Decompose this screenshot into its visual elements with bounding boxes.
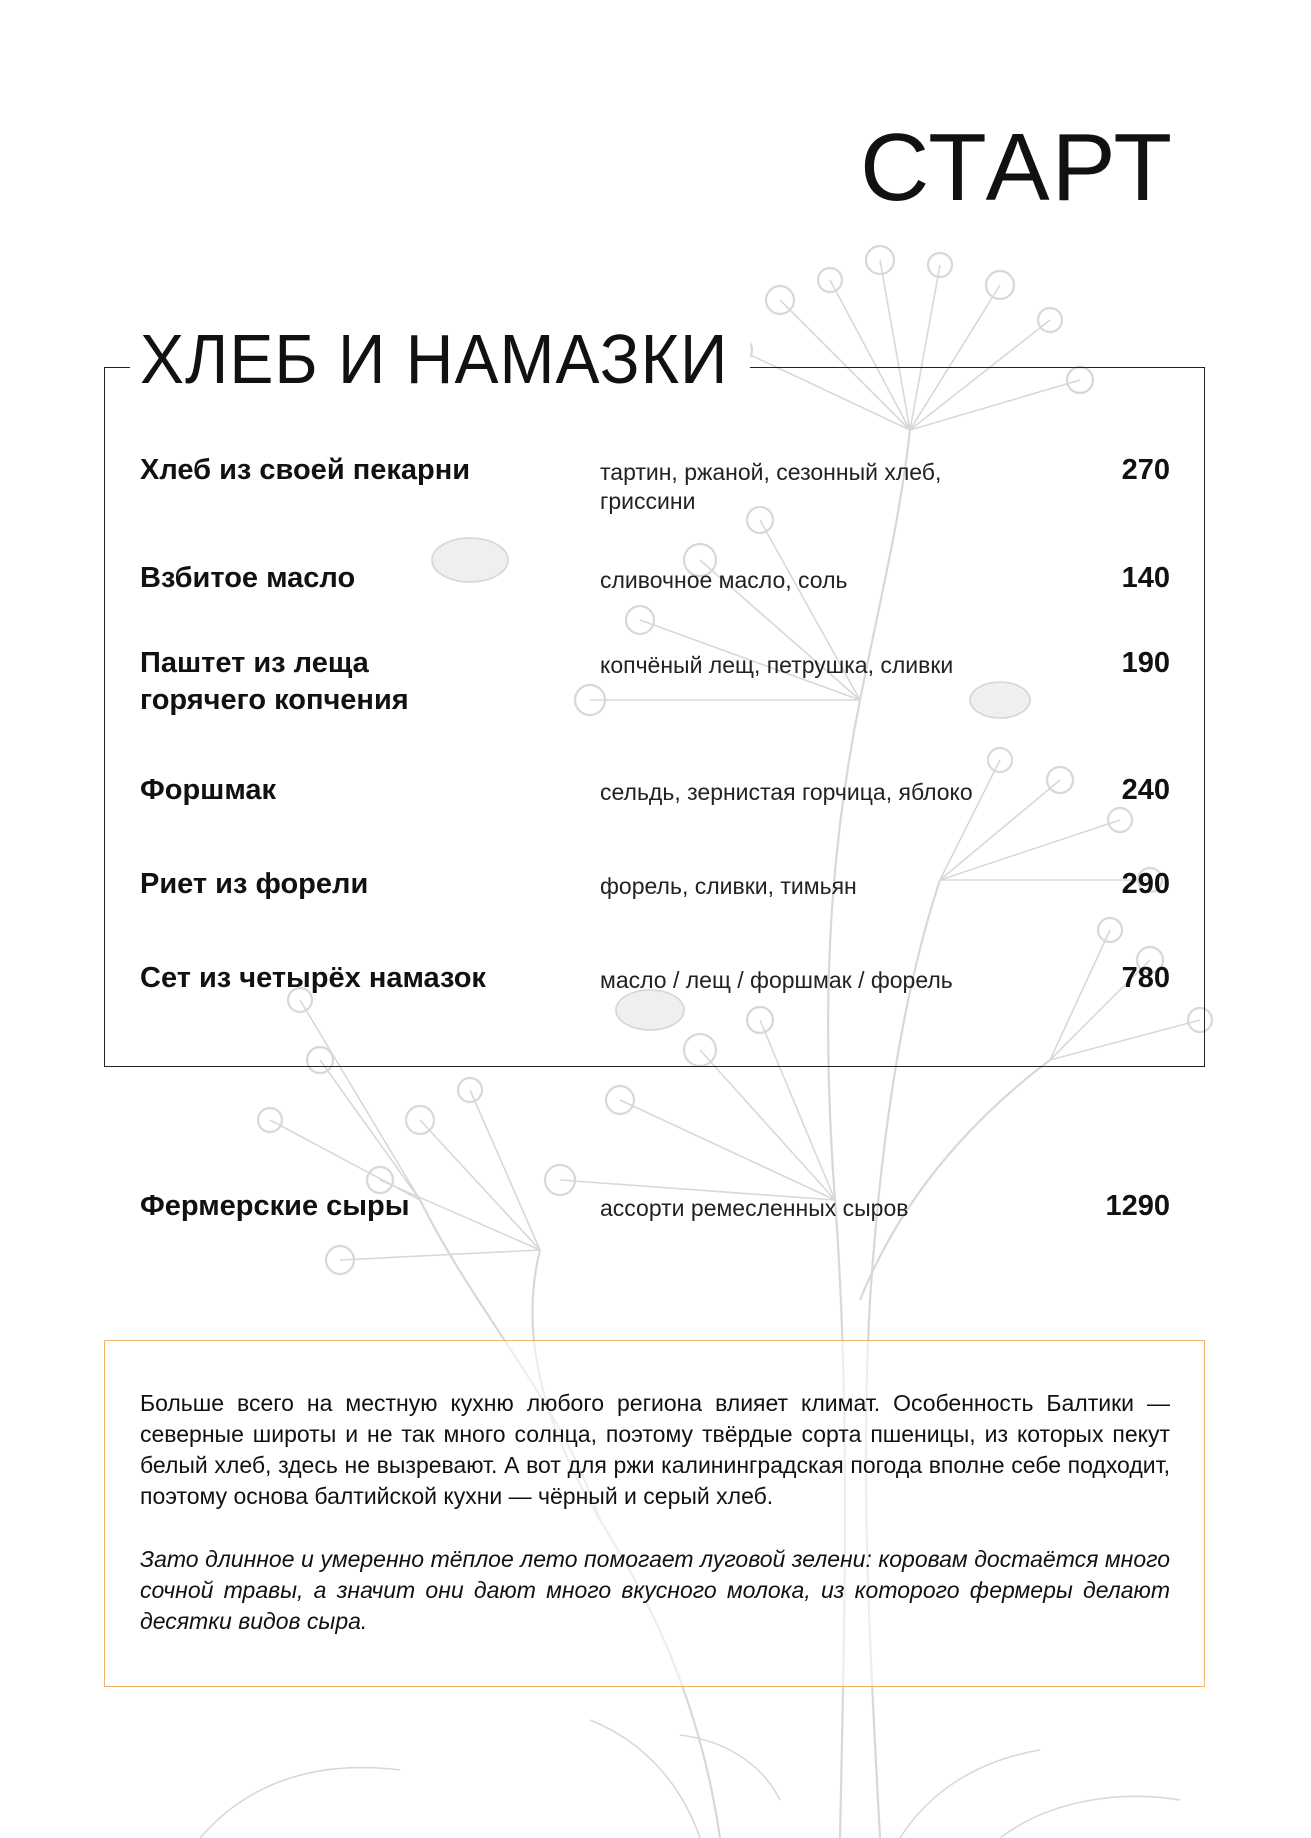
menu-item-cheese — [140, 1188, 1170, 1228]
item-description: тартин, ржаной, сезонный хлеб, гриссини — [600, 459, 942, 514]
item-description: сельдь, зернистая горчица, яблоко — [600, 779, 973, 805]
item-description: сливочное масло, соль — [600, 567, 848, 593]
item-name: Сет из четырёх намазок — [140, 962, 486, 994]
item-name: Фермерские сыры — [140, 1190, 410, 1222]
item-description: копчёный лещ, петрушка, сливки — [600, 652, 954, 678]
item-name: Форшмак — [140, 774, 277, 806]
note-paragraph-italic: Зато длинное и умеренно тёплое лето помогает луговой зелени: коровам достаётся много сочной травы, а значит они дают много вкусного молока, из которого фермеры делают десятки видов сыра. — [140, 1546, 1170, 1634]
menu-item — [140, 772, 1170, 812]
item-description: форель, сливки, тимьян — [600, 873, 857, 899]
item-price: 270 — [1121, 454, 1170, 486]
item-description: масло / лещ / форшмак / форель — [600, 967, 953, 993]
item-name: Паштет из леща горячего копчения — [140, 647, 409, 716]
item-name: Хлеб из своей пекарни — [140, 454, 471, 486]
item-description: ассорти ремесленных сыров — [600, 1195, 909, 1221]
item-price: 1290 — [1105, 1190, 1170, 1222]
menu-item — [140, 645, 1170, 721]
note-paragraph: Больше всего на местную кухню любого региона влияет климат. Особенность Балтики — северные широты и не так много солнца, поэтому твёрдые сорта пшеницы, из которых пекут белый хлеб, здесь не вызревают. А вот для ржи калининградская погода вполне себе подходит, поэтому основа балтийской кухни — чёрный и серый хлеб. — [140, 1390, 1170, 1509]
item-price: 240 — [1121, 774, 1170, 806]
item-price: 140 — [1121, 562, 1170, 594]
item-price: 190 — [1121, 647, 1170, 679]
section-title: ХЛЕБ И НАМАЗКИ — [130, 324, 750, 393]
item-price: 780 — [1121, 962, 1170, 994]
menu-item — [140, 452, 1170, 512]
menu-item — [140, 866, 1170, 906]
page-title: СТАРТ — [860, 114, 1174, 221]
menu-item — [140, 960, 1170, 1000]
menu-item — [140, 560, 1170, 600]
item-name: Риет из форели — [140, 868, 369, 900]
item-price: 290 — [1121, 868, 1170, 900]
item-name: Взбитое масло — [140, 562, 356, 594]
